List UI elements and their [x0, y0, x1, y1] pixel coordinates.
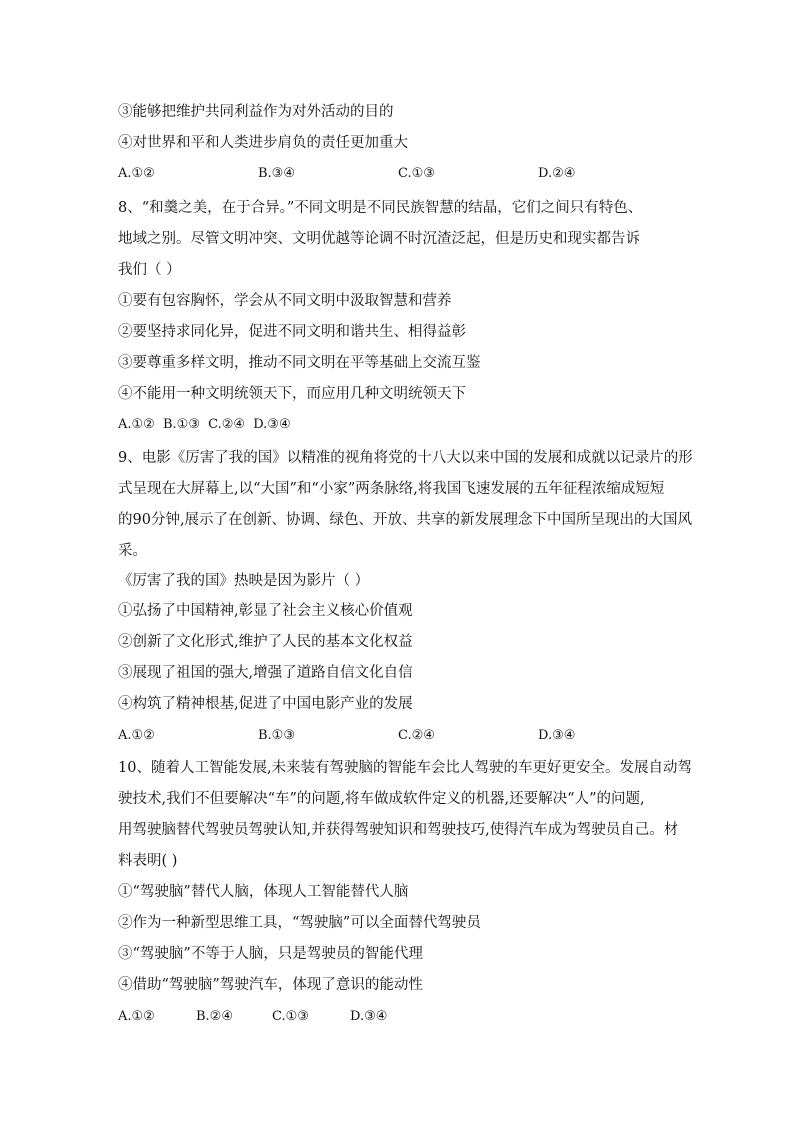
q9-statement-4: ④构筑了精神根基,促进了中国电影产业的发展 — [118, 696, 413, 712]
q7-statement-4: ④对世界和平和人类进步肩负的责任更加重大 — [118, 135, 408, 151]
q9-option-c: C.②④ — [398, 728, 435, 743]
q10-option-d: D.③④ — [350, 1009, 388, 1024]
q7-option-d: D.②④ — [538, 166, 576, 181]
q8-stem-line-3: 我们（ ） — [118, 262, 181, 278]
q8-options — [118, 415, 295, 435]
q8-statement-2: ②要坚持求同化异，促进不同文明和谐共生、相得益彰 — [118, 324, 466, 340]
q7-option-b: B.③④ — [258, 166, 295, 181]
q7-options — [118, 164, 718, 184]
q10-statement-3: ③“驾驶脑”不等于人脑，只是驾驶员的智能代理 — [118, 946, 423, 962]
q10-option-b: B.②④ — [196, 1009, 233, 1024]
q10-option-a: A.①② — [118, 1009, 155, 1024]
q10-stem-line-2: 驶技术,我们不但要解决“车”的问题,将车做成软件定义的机器,还要解决“人”的问题, — [118, 791, 645, 807]
q9-statement-2: ②创新了文化形式,维护了人民的基本文化权益 — [118, 634, 413, 650]
q10-statement-2: ②作为一种新型思维工具，“驾驶脑”可以全面替代驾驶员 — [118, 915, 481, 931]
q8-stem-line-1: 8、“和羹之美，在于合异。”不同文明是不同民族智慧的结晶，它们之间只有特色、 — [118, 200, 643, 216]
q8-option-d: D.③④ — [253, 417, 291, 432]
q7-option-a: A.①② — [118, 166, 155, 181]
q8-option-b: B.①③ — [162, 417, 200, 432]
q9-option-d: D.③④ — [538, 728, 576, 743]
q9-stem-line-1: 9、电影《厉害了我的国》以精准的视角将党的十八大以来中国的发展和成就以记录片的形 — [118, 450, 693, 466]
q10-stem-line-3: 用驾驶脑替代驾驶员驾驶认知,并获得驾驶知识和驾驶技巧,使得汽车成为驾驶员自己。材 — [118, 822, 679, 838]
q8-statement-4: ④不能用一种文明统领天下，而应用几种文明统领天下 — [118, 386, 466, 402]
q9-stem-line-4: 采。 — [118, 543, 147, 559]
q9-stem-line-2: 式呈现在大屏幕上,以“大国”和“小家”两条脉络,将我国飞速发展的五年征程浓缩成短短 — [118, 481, 665, 497]
q9-option-a: A.①② — [118, 728, 155, 743]
q9-stem-line-5: 《厉害了我的国》热映是因为影片（ ） — [118, 573, 370, 589]
q8-statement-1: ①要有包容胸怀，学会从不同文明中汲取智慧和营养 — [118, 293, 452, 309]
q9-stem-line-3: 的90分钟,展示了在创新、协调、绿色、开放、共享的新发展理念下中国所呈现出的大国风 — [118, 512, 693, 528]
q7-statement-3: ③能够把维护共同利益作为对外活动的目的 — [118, 104, 394, 120]
q10-statement-1: ①“驾驶脑”替代人脑，体现人工智能替代人脑 — [118, 884, 409, 900]
q8-option-a: A.①② — [118, 417, 155, 432]
q9-statement-1: ①弘扬了中国精神,彰显了社会主义核心价值观 — [118, 603, 413, 619]
q9-statement-3: ③展现了祖国的强大,增强了道路自信文化自信 — [118, 665, 413, 681]
q9-option-b: B.①③ — [258, 728, 295, 743]
q10-options — [118, 1007, 518, 1027]
q10-option-c: C.①③ — [272, 1009, 309, 1024]
q10-stem-line-4: 料表明( ) — [118, 853, 178, 869]
q7-option-c: C.①③ — [398, 166, 435, 181]
q8-statement-3: ③要尊重多样文明，推动不同文明在平等基础上交流互鉴 — [118, 355, 481, 371]
q8-option-c: C.②④ — [208, 417, 246, 432]
q10-statement-4: ④借助“驾驶脑”驾驶汽车，体现了意识的能动性 — [118, 977, 423, 993]
q8-stem-line-2: 地域之别。尽管文明冲突、文明优越等论调不时沉渣泛起，但是历史和现实都告诉 — [118, 231, 640, 247]
q10-stem-line-1: 10、随着人工智能发展,未来装有驾驶脑的智能车会比人驾驶的车更好更安全。发展自动驾 — [118, 760, 693, 776]
q9-options — [118, 726, 718, 746]
